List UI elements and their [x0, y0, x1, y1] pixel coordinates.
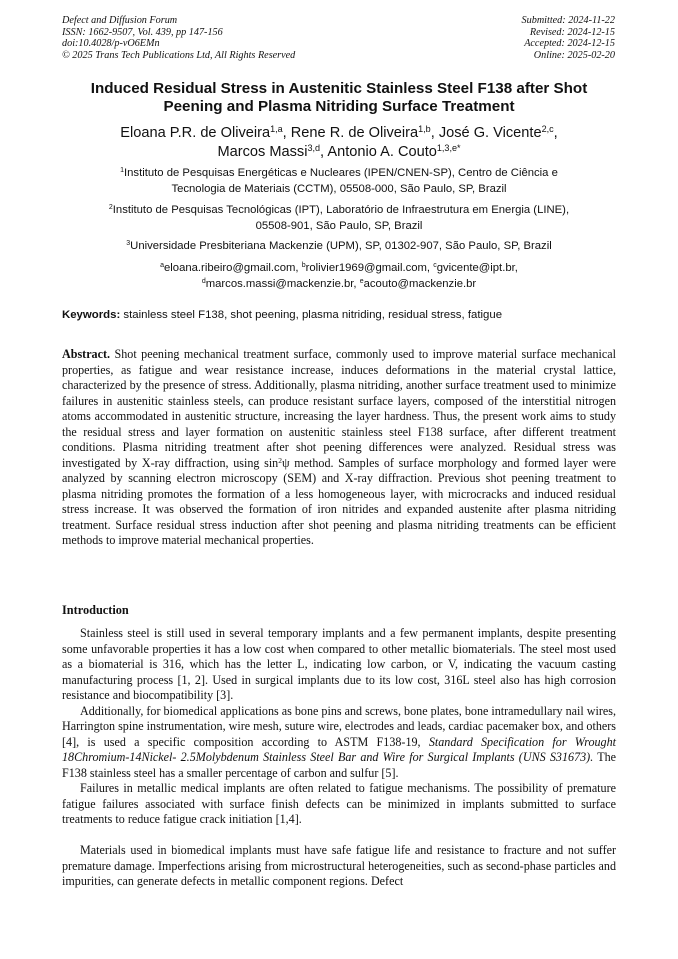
date-submitted: Submitted: 2024-11-22: [521, 15, 615, 26]
abstract: [62, 347, 616, 549]
standard-title: Standard Specification for Wrought 18Chromium-14Nickel- 2.5Molybdenum Stainless Steel Bar and Wire for Surgical Implants (UNS S31673).: [62, 734, 617, 764]
abstract-sup: 2: [278, 455, 282, 465]
intro-paragraph: Stainless steel is still used in several temporary implants and a few permanent implants, despite presenting some unfavorable properties it has a low cost when compared to other metallic biomaterials. The steel most used as a biomaterial is 316, which has the letter L, indicating low carbon, or V, indicating the vacuum casting manufacturing process [1, 2]. Used in surgical implants due to its low cost, 316L steel also has high corrosion resistance and biocompatibility [3].: [62, 626, 616, 702]
intro-text: Additionally, for biomedical applications as bone pins and screws, bone plates, bone intramedullary nail wires, Harrington spine instrumentation, wire mesh, suture wire, electrodes and leads, cardiac pacemaker box, and others [4], is used a specific composition according to ASTM F138-19,: [62, 703, 616, 749]
keywords-label: Keywords:: [62, 309, 121, 321]
author-name: Marcos Massi: [217, 144, 308, 160]
date-accepted: Accepted: 2024-12-15: [524, 38, 615, 49]
email-sup: c: [433, 262, 437, 270]
journal-doi: doi:10.4028/p-vO6EMn: [62, 38, 160, 49]
intro-text: The F138 stainless steel has a smaller percentage of carbon and sulfur [5].: [62, 750, 617, 780]
email-link[interactable]: rolivier1969@gmail.com,: [305, 262, 434, 274]
title-line-1: Induced Residual Stress in Austenitic Stainless Steel F138 after Shot: [90, 80, 588, 97]
affiliation-text: Universidade Presbiteriana Mackenzie (UPM), SP, 01302-907, São Paulo, SP, Brazil: [130, 240, 552, 252]
introduction-body: [62, 626, 616, 890]
affiliation-text: Instituto de Pesquisas Energéticas e Nucleares (IPEN/CNEN-SP), Centro de Ciência e: [124, 167, 558, 179]
affiliation-2: [62, 203, 616, 234]
title-line-2: Peening and Plasma Nitriding Surface Treatment: [163, 98, 515, 115]
affiliation-text: Tecnologia de Materiais (CCTM), 05508-000, São Paulo, SP, Brazil: [171, 182, 507, 195]
author-sup: 1,3,e*: [436, 143, 461, 154]
author-name: Eloana P.R. de Oliveira: [120, 125, 271, 141]
email-sup: a: [160, 262, 164, 270]
affiliation-sup: 2: [108, 204, 113, 212]
author-emails: [62, 261, 616, 292]
abstract-label: Abstract.: [62, 347, 111, 361]
author-sup: 2,c: [541, 124, 554, 135]
section-heading-introduction: Introduction: [62, 603, 129, 617]
author-sup: 1,a: [270, 124, 283, 135]
journal-copyright: © 2025 Trans Tech Publications Ltd, All Rights Reserved: [62, 49, 296, 61]
email-sup: b: [301, 262, 306, 270]
keywords: [62, 308, 616, 323]
abstract-paragraph: [62, 347, 616, 549]
abstract-text: ψ method. Samples of surface morphology and formed layer were analyzed by scanning electron microscopy (SEM) and X-ray diffraction. Previous shot peening treatment to plasma nitriding promotes the formation of a less homogeneous layer, with microcracks and induced residual stress increase. It was observed the formation of iron nitrides and expanded austenite after plasma nitriding treatment. Surface residual stress induction after shot peening and plasma nitriding treatments can be efficient methods to improve material mechanical properties.: [62, 455, 616, 547]
author-name: José G. Vicente: [438, 125, 542, 141]
abstract-text: Shot peening mechanical treatment surface, commonly used to improve material surface mechanical properties, as fatigue and wear resistance increase, induces deformations in the material crystal lattice, characterized by the presence of stress. Additionally, plasma nitriding, another surface treatment used to minimize failures in austenitic stainless steels, can produce resistant surface layers, composed of the interstitial nitrogen atoms accommodated in austenitic structure, increasing the layer hardness. Thus, the present work aims to study the residual stress and layer formation on austenitic stainless steel F138 surface, after different treatment conditions. Plasma nitriding treatment after shot peening differences were analyzed. Residual stress was investigated by X-ray diffraction, using sin: [62, 347, 616, 470]
email-link[interactable]: gvicente@ipt.br,: [436, 262, 518, 274]
email-sup: d: [201, 277, 206, 285]
journal-name: Defect and Diffusion Forum: [62, 15, 178, 26]
intro-paragraph: Failures in metallic medical implants are often related to fatigue mechanisms. The possibility of premature fatigue failures associated with surface finish defects can be minimized in implants submitted to surface treatments to reduce fatigue crack initiation [1,4].: [62, 781, 616, 826]
dates-header: [522, 15, 615, 61]
affiliation-1: [62, 166, 616, 197]
email-link[interactable]: marcos.massi@mackenzie.br,: [205, 277, 360, 290]
affiliation-text: Instituto de Pesquisas Tecnológicas (IPT), Laboratório de Infraestrutura em Energia (LINE),: [112, 204, 570, 216]
affiliation-sup: 1: [120, 167, 125, 175]
author-sup: 3,d: [307, 143, 321, 154]
journal-issn: ISSN: 1662-9507, Vol. 439, pp 147-156: [62, 26, 223, 38]
journal-header: [62, 15, 295, 61]
paper-title: [62, 80, 616, 116]
date-online: Online: 2025-02-20: [533, 49, 615, 61]
intro-paragraph: [62, 704, 616, 782]
email-link[interactable]: eloana.ribeiro@gmail.com,: [164, 262, 302, 274]
intro-paragraph: Materials used in biomedical implants must have safe fatigue life and resistance to fracture and not suffer premature damage. Imperfections arising from microstructural heterogeneities, such as second-phase particles and impurities, can generate defects in metallic component regions. Defect: [62, 843, 616, 888]
author-name: Rene R. de Oliveira: [290, 125, 419, 141]
affiliation-3: [62, 239, 616, 255]
author-name: Antonio A. Couto: [327, 144, 437, 160]
date-revised: Revised: 2024-12-15: [529, 26, 615, 38]
email-sup: e: [359, 277, 364, 285]
email-link[interactable]: acouto@mackenzie.br: [363, 277, 477, 290]
affiliation-sup: 3: [126, 240, 131, 248]
author-list: Eloana P.R. de Oliveira$^{1,a}$, Rene R. de Oliveira$^{1,b}$, José G. Vicente$^{2,c}$, Marcos Massi$^{3,d}$, Antonio A. Couto$^{1,3,e*}$: [120, 124, 558, 160]
author-sup: 1,b: [418, 124, 431, 135]
affiliation-text: 05508-901, São Paulo, SP, Brazil: [255, 219, 423, 232]
keywords-text: stainless steel F138, shot peening, plasma nitriding, residual stress, fatigue: [120, 309, 503, 321]
